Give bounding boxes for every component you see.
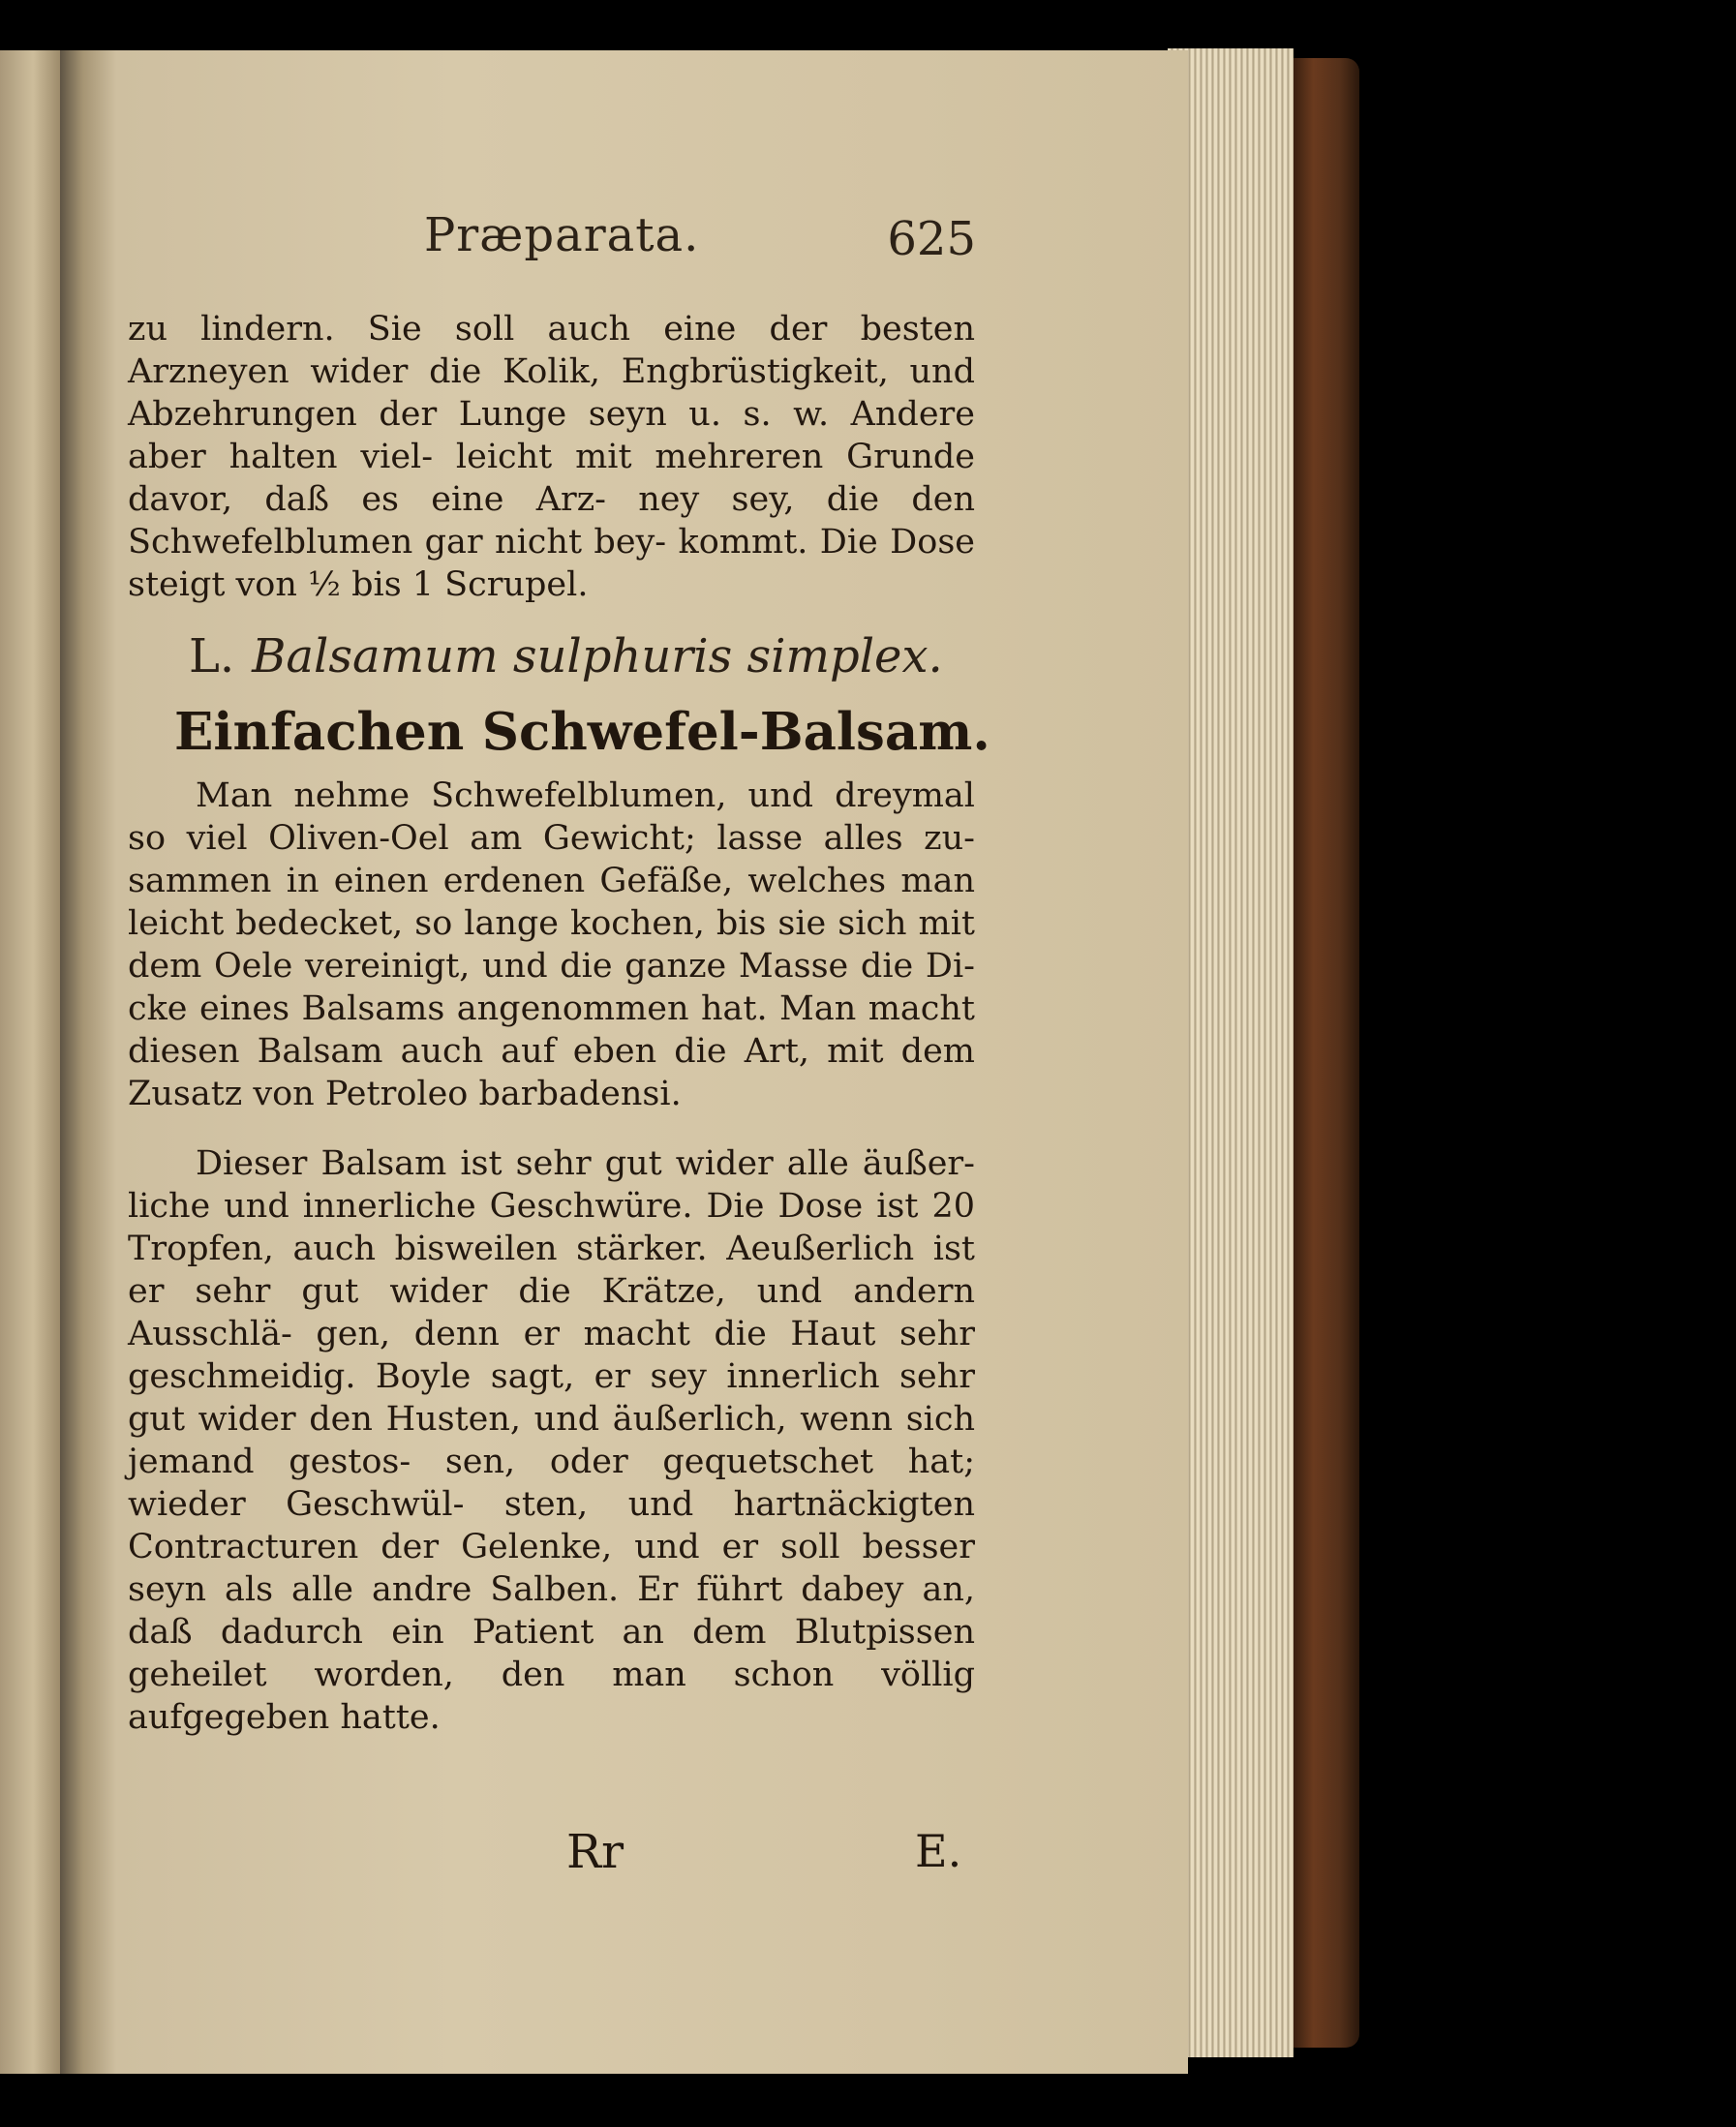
signature-mark: Rr: [566, 1825, 624, 1879]
facing-page-edge: [0, 50, 60, 2074]
paragraph: Man nehme Schwefelblumen, und dreymal so viel Oliven-Oel am Gewicht; lasse alles zu- sammen in einen erdenen Gefäße, welches man leicht bedecket, so lange kochen, bis sie sich mit dem Oele vereinigt, und die ganze Masse die Di- cke eines Balsams angenommen hat. Man macht diesen Balsam auch auf eben die Art, mit dem Zusatz von Petroleo barbadensi.: [128, 776, 975, 1113]
latin-title: Balsamum sulphuris simplex.: [252, 629, 943, 684]
page-number: 625: [887, 212, 976, 266]
book-cover: [1294, 58, 1359, 2048]
section-heading-german: Einfachen Schwefel-Balsam.: [174, 702, 990, 762]
paragraph: zu lindern. Sie soll auch eine der besten Arzneyen wider die Kolik, Engbrüstigkeit, und Abzehrungen der Lunge seyn u. s. w. Andere aber halten viel- leicht mit mehreren Grunde davor, daß es eine Arz- ney sey, die den Schwefelblumen gar nicht bey- kommt. Die Dose steigt von ½ bis 1 Scrupel.: [128, 310, 975, 604]
section-number: L.: [189, 629, 235, 684]
text-block-section: [128, 775, 975, 1739]
paragraph: Dieser Balsam ist sehr gut wider alle äußer- liche und innerliche Geschwüre. Die Dose ist 20 Tropfen, auch bisweilen stärker. Aeußerlich ist er sehr gut wider die Krätze, und andern Ausschlä- gen, denn er macht die Haut sehr geschmeidig. Boyle sagt, er sey innerlich sehr gut wider den Husten, und äußerlich, wenn sich jemand gestos- sen, oder gequetschet hat; wieder Geschwül- sten, und hartnäckigten Contracturen der Gelenke, und er soll besser seyn als alle andre Salben. Er führt dabey an, daß dadurch ein Patient an dem Blutpissen geheilet worden, den man schon völlig aufgegeben hatte.: [128, 1144, 975, 1737]
catchword: E.: [915, 1825, 962, 1877]
running-title: Præparata.: [424, 208, 700, 262]
text-block-top: [128, 308, 975, 606]
page-header: [424, 208, 976, 286]
section-heading-latin: [189, 629, 983, 684]
